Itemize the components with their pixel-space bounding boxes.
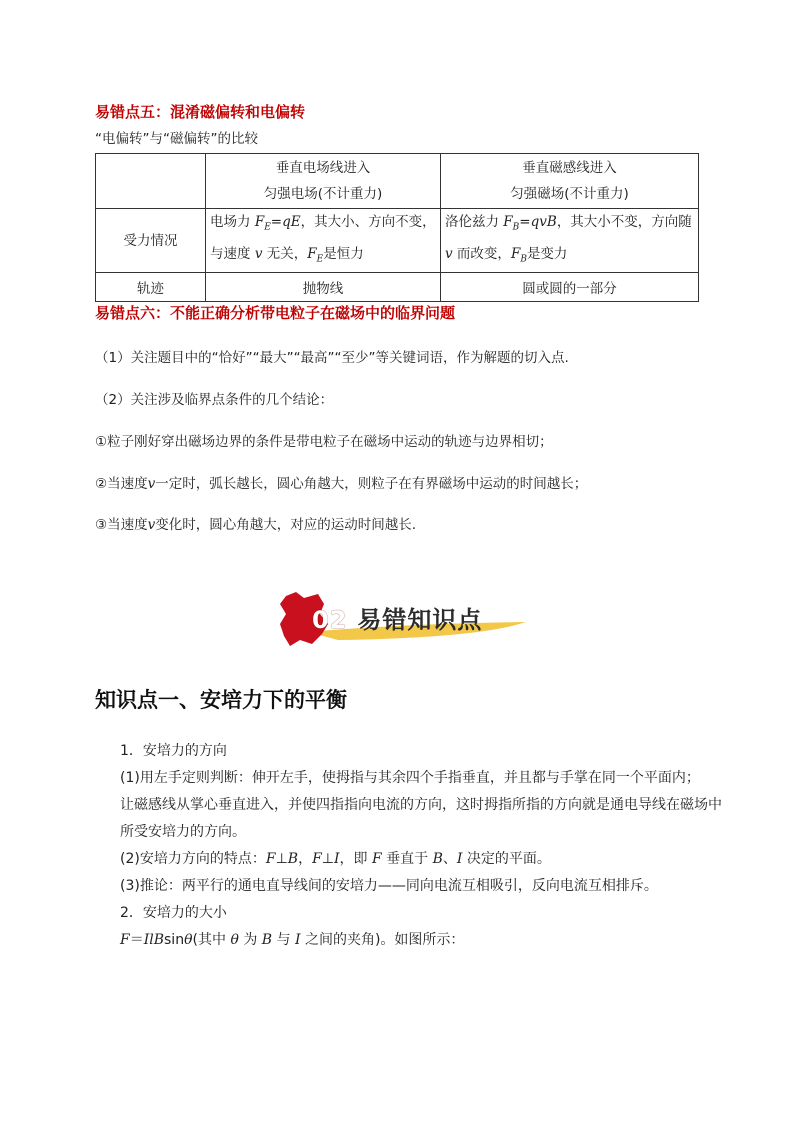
table-row-track (96, 273, 699, 302)
symbol: IlB (143, 932, 165, 948)
text: 电场力 (210, 214, 255, 230)
text: 变化时，圆心角越大，对应的运动时间越长. (155, 517, 417, 533)
symbol: v (254, 245, 263, 262)
text: 垂直于 (381, 851, 433, 867)
text: (2)安培力方向的特点： (120, 851, 266, 867)
section5-heading: 易错点五：混淆磁偏转和电偏转 (95, 103, 306, 121)
symbol: v (147, 517, 156, 533)
section6-point1: （1）关注题目中的“恰好”“最大”“最高”“至少”等关键词语，作为解题的切入点. (95, 350, 569, 366)
symbol: I (333, 851, 340, 867)
symbol: v (445, 245, 453, 262)
text: sin (164, 932, 185, 948)
symbol: B (287, 851, 299, 867)
symbol: θ (184, 932, 193, 948)
knowledge1-p2 (120, 848, 551, 868)
text: 而改变， (452, 245, 511, 262)
text: 决定的平面。 (462, 851, 551, 867)
text: 与速度 (210, 245, 255, 262)
text: ③当速度 (95, 517, 148, 533)
row-label-force: 受力情况 (96, 209, 206, 273)
table-header-row (96, 154, 699, 209)
symbol: I (294, 932, 301, 948)
banner-label: 易错知识点 (357, 606, 483, 634)
knowledge1-p1-line2: 让磁感线从掌心垂直进入，并使四指指向电流的方向，这时拇指所指的方向就是通电导线在磁场中 (120, 797, 722, 813)
symbol: B (432, 851, 443, 867)
knowledge1-p1-line1: (1)用左手定则判断：伸开左手，使拇指与其余四个手指垂直，并且都与手掌在同一个平面内； (120, 770, 700, 786)
symbol: F (120, 932, 130, 948)
header-magnetic-line2: 匀强磁场(不计重力) (510, 186, 629, 202)
track-electric-cell: 抛物线 (206, 273, 441, 302)
text: ＝ (129, 932, 144, 948)
text: ②当速度 (95, 476, 148, 492)
symbol: ⊥ (275, 851, 288, 867)
header-magnetic-line1: 垂直磁感线进入 (522, 160, 617, 176)
text: 无关， (262, 245, 308, 262)
subscript: E (316, 254, 324, 265)
knowledge1-p3: (3)推论：两平行的通电直导线间的安培力——同向电流互相吸引，反向电流互相排斥。 (120, 878, 658, 894)
symbol: qvB (530, 214, 557, 230)
table-row-force (96, 209, 699, 273)
text: 是恒力 (323, 245, 364, 262)
symbol: F (312, 851, 322, 867)
text: 、 (442, 851, 457, 867)
force-electric-cell (206, 209, 441, 273)
text: ，即 (339, 851, 372, 867)
knowledge1-heading1: 1．安培力的方向 (120, 743, 227, 759)
symbol: F (254, 214, 265, 230)
section6-conclusion1: ①粒子刚好穿出磁场边界的条件是带电粒子在磁场中运动的轨迹与边界相切； (95, 434, 553, 450)
table-corner-cell (96, 154, 206, 209)
symbol: qE (282, 214, 301, 230)
symbol: ⊥ (321, 851, 334, 867)
knowledge1-heading2: 2．安培力的大小 (120, 905, 227, 921)
table-caption: “电偏转”与“磁偏转”的比较 (95, 131, 258, 147)
section6-heading: 易错点六：不能正确分析带电粒子在磁场中的临界问题 (95, 304, 456, 322)
text: = (519, 214, 531, 230)
symbol: I (456, 851, 463, 867)
force-magnetic-line1 (445, 209, 694, 241)
symbol: F (307, 245, 317, 262)
symbol: v (147, 476, 156, 492)
force-magnetic-line2 (445, 241, 694, 273)
banner-number: 02 (312, 606, 348, 634)
text: (其中 (192, 932, 231, 948)
header-electric (206, 154, 441, 209)
text: ，其大小不变，方向随 (556, 214, 692, 230)
section6-point2: （2）关注涉及临界点条件的几个结论： (95, 392, 334, 408)
knowledge1-p1-line3: 所受安培力的方向。 (120, 824, 246, 840)
text: 一定时，弧长越长，圆心角越大，则粒子在有界磁场中运动的时间越长； (155, 476, 588, 492)
symbol: F (510, 245, 521, 262)
force-magnetic-cell (441, 209, 699, 273)
banner-title (312, 600, 482, 635)
text: 洛伦兹力 (445, 214, 504, 230)
text: = (270, 214, 283, 230)
knowledge1-title: 知识点一、安培力下的平衡 (95, 687, 347, 712)
symbol: F (371, 851, 382, 867)
track-magnetic-cell: 圆或圆的一部分 (441, 273, 699, 302)
section6-conclusion2 (95, 472, 587, 492)
symbol: F (265, 851, 276, 867)
text: ， (298, 851, 313, 867)
subscript: B (512, 222, 520, 233)
header-electric-line2: 匀强电场(不计重力) (263, 186, 383, 202)
text: 之间的夹角)。如图所示： (300, 932, 465, 948)
row-label-track: 轨迹 (96, 273, 206, 302)
subscript: B (520, 254, 527, 265)
text: 为 (238, 932, 262, 948)
symbol: B (261, 932, 273, 948)
force-electric-line2 (210, 241, 436, 273)
symbol: F (503, 214, 513, 230)
text: ，其大小、方向不变， (300, 214, 436, 230)
subscript: E (264, 222, 271, 233)
text: 与 (272, 932, 295, 948)
force-electric-line1 (210, 209, 436, 241)
symbol: θ (230, 932, 239, 948)
comparison-table (95, 153, 699, 302)
header-magnetic (441, 154, 699, 209)
section6-conclusion3 (95, 513, 416, 533)
header-electric-line1: 垂直电场线进入 (275, 160, 371, 176)
knowledge1-formula (120, 929, 464, 949)
text: 是变力 (526, 245, 568, 262)
